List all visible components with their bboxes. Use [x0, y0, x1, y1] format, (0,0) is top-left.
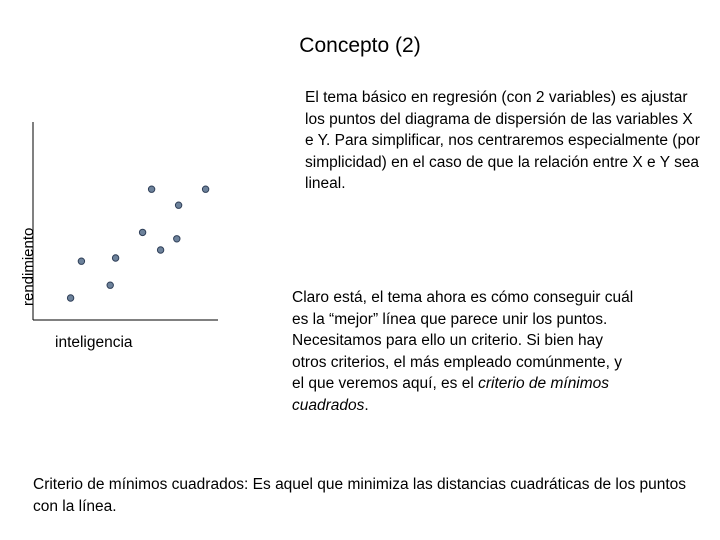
explanation-paragraph — [292, 287, 637, 416]
scatter-point-3 — [107, 282, 113, 288]
scatter-point-9 — [175, 202, 181, 208]
explanation-text: Claro está, el tema ahora es cómo conseguir cuál es la “mejor” línea que parece unir los puntos. Necesitamos para ello un criterio. Si bien hay otros criterios, el más empleado comúnmente, y el que veremos aquí, es el — [292, 289, 634, 392]
scatter-point-1 — [67, 295, 73, 301]
scatter-point-5 — [139, 229, 145, 235]
scatter-point-10 — [202, 186, 208, 192]
explanation-emphasis: criterio de mínimos cuadrados — [292, 375, 610, 414]
scatter-chart — [0, 110, 260, 360]
scatter-point-8 — [148, 186, 154, 192]
scatter-plot — [0, 110, 260, 360]
scatter-point-2 — [78, 258, 84, 264]
scatter-point-7 — [174, 236, 180, 242]
y-axis-label: rendimiento — [20, 227, 37, 306]
x-axis-label: inteligencia — [55, 334, 133, 351]
scatter-point-6 — [157, 247, 163, 253]
slide-title: Concepto (2) — [299, 34, 421, 57]
definition-paragraph: Criterio de mínimos cuadrados: Es aquel que minimiza las distancias cuadráticas de los puntos con la línea. — [33, 476, 687, 515]
explanation-period: . — [364, 396, 369, 414]
scatter-point-4 — [112, 255, 118, 261]
intro-paragraph: El tema básico en regresión (con 2 variables) es ajustar los puntos del diagrama de dispersión de las variables X e Y. Para simplificar, nos centraremos especialmente (por simplicidad) en el caso de que la relación entre X e Y sea lineal. — [305, 89, 700, 192]
